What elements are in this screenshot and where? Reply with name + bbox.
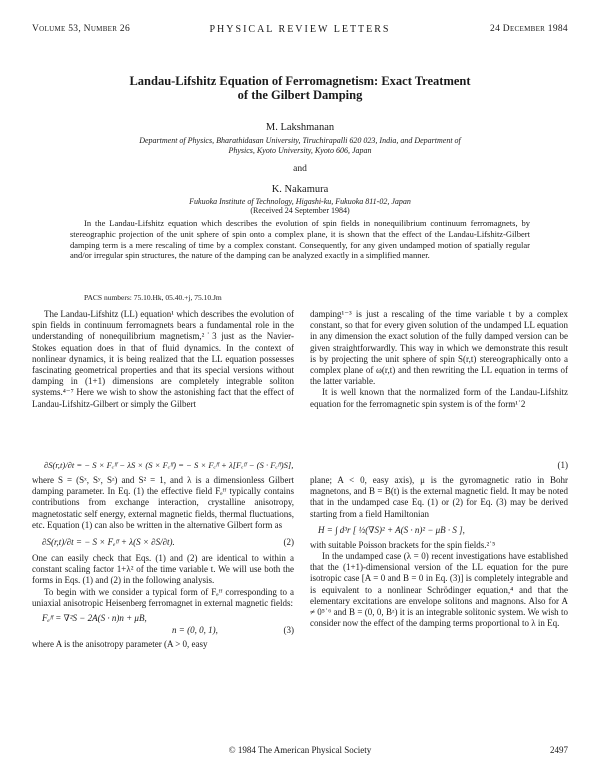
anisotropy-paragraph: where A is the anisotropy parameter (A > 0, easy: [32, 639, 208, 650]
title-line-2: of the Gilbert Damping: [237, 88, 363, 102]
affiliation-1-line-1: Department of Physics, Bharathidasan University, Tiruchirapalli 620 023, India, and Department of: [139, 136, 461, 145]
equation-1: ∂S(r,t)/∂t = − S × Fₑᶠᶠ − λS × (S × Fₑᶠᶠ) = − S × Fₑᶠᶠ + λ[Fₑᶠᶠ − (S · Fₑᶠᶠ)S],: [44, 460, 294, 470]
left-column-body: [32, 475, 294, 650]
volume-number: Volume 53, Number 26: [32, 24, 131, 34]
ll-form-paragraph: It is well known that the normalized form of the Landau-Lifshitz equation for the ferromagnetic spin system is of the form¹˙2: [310, 387, 568, 409]
pacs-numbers: PACS numbers: 75.10.Hk, 05.40.+j, 75.10.Jm: [84, 293, 222, 302]
equation-3-number: (3): [283, 625, 294, 636]
journal-name: PHYSICAL REVIEW LETTERS: [209, 24, 391, 35]
issue-date: 24 December 1984: [490, 24, 568, 34]
equation-2-number: (2): [283, 537, 294, 548]
intro-paragraph: The Landau-Lifshitz (LL) equation¹ which describes the evolution of spin fields in continuum ferromagnets bears a fundamental role in the understanding of nonequilibrium magnetism,²˙3 just as the Navier-Stokes equation does in that of fluid dynamics. In the context of nonlinear dynamics, it is being realized that the LL equation possesses fascinating geometrical properties and that its special versions without damping in (1+1) dimensions are completely integrable soliton systems.⁴⁻⁷ Here we wish to show the astonishing fact that the effect of Landau-Lifshitz-Gilbert or simply the Gilbert: [32, 309, 294, 409]
affiliation-1-line-2: Physics, Kyoto University, Kyoto 606, Japan: [228, 146, 372, 155]
right-column-intro: [310, 309, 568, 410]
received-date: (Received 24 September 1984): [250, 206, 350, 215]
check-paragraph: One can easily check that Eqs. (1) and (2) are identical to within a constant scaling factor 1+λ² of the time variable t. We will use both the forms in Eqs. (1) and (2) in the following analysis.: [32, 553, 294, 586]
poisson-paragraph: with suitable Poisson brackets for the spin fields.²˙⁵: [310, 539, 496, 550]
equation-3b: n = (0, 0, 1),: [172, 625, 218, 636]
page-number: 2497: [550, 745, 568, 755]
undamped-paragraph: In the undamped case (λ = 0) recent investigations have established that the (1+1)-dimensional version of the LL equation for the pure isotropic case [A = 0 and B = 0 in Eq. (3)] is completely integrable and is equivalent to a nonlinear Schrödinger equation,⁴ and that the elementary excitations are envelope solitons and magnons. Also for A ≠ 0⁵˙⁶ and B = (0, 0, Bᶻ) it is an integrable solitonic system. We wish to consider now the effect of the damping terms proportional to λ in Eq.: [310, 551, 568, 629]
and-separator: and: [293, 164, 307, 174]
plane-paragraph: plane; A < 0, easy axis), μ is the gyromagnetic ratio in Bohr magnetons, and B = B(t) is the external magnetic field. It may be noted that in the undamped case Eq. (1) or (2) for Eq. (3) may be derived starting from a field Hamiltonian: [310, 475, 568, 519]
affiliation-2: Fukuoka Institute of Technology, Higashi-ku, Fukuoka 811-02, Japan: [189, 197, 411, 206]
abstract: In the Landau-Lifshitz equation which describes the evolution of spin fields in nonequilibrium continuum ferromagnets, by stereographic projection of the unit sphere of spin onto a complex plane, it is shown that the effect of the Landau-Lifshitz-Gilbert damping term is a mere rescaling of time by a complex constant. Consequently, for any given undamped motion of spatially regular and/or irregular spin structures, the nature of the damping can be analyzed exactly in a simplified manner.: [70, 218, 530, 261]
hamiltonian-equation: H = ∫ d³r [ ½(∇S)² + A(S · n)² − μB · S ],: [318, 524, 465, 535]
running-header: [32, 24, 568, 38]
equation-3-block: [32, 609, 294, 639]
article-title: [60, 74, 540, 102]
begin-paragraph: To begin with we consider a typical form of Fₑᶠᶠ corresponding to a uniaxial anisotropic Heisenberg ferromagnet in external magnetic fields:: [32, 586, 294, 608]
equation-2-block: [32, 531, 294, 553]
equation-2: ∂S(r,t)/∂t = − S × Fₑᶠᶠ + λ(S × ∂S/∂t).: [42, 537, 175, 548]
author-1: M. Lakshmanan: [265, 122, 335, 133]
copyright-notice: © 1984 The American Physical Society: [228, 745, 372, 755]
left-column-intro: [32, 309, 294, 410]
right-column-body: [310, 475, 568, 629]
equation-4-block: [310, 520, 568, 540]
where-paragraph: where S = (Sˣ, Sʸ, Sᶻ) and S² = 1, and λ is a dimensionless Gilbert damping parameter. In Eq. (1) the effective field Fₑᶠᶠ typically contains contributions from exchange interaction, crystalline anisotropy, magnetostatic self energy, external magnetic fields, thermal fluctuations, etc. Equation (1) can also be written in the alternative Gilbert form as: [32, 475, 294, 530]
title-line-1: Landau-Lifshitz Equation of Ferromagnetism: Exact Treatment: [129, 74, 471, 88]
damping-paragraph: damping¹⁻³ is just a rescaling of the time variable t by a complex constant, so that for every given solution of the undamped LL equation in any dimension the exact solution of the fully damped version can be given straightforwardly. This way in which we demonstrate this result is by projecting the unit sphere of spin S(r,t) stereographically onto a complex plane of ω(r,t) and then rewriting the LL equation in terms of the latter variable.: [310, 309, 568, 387]
affiliation-1: [50, 136, 550, 156]
equation-1-number: (1): [557, 460, 568, 470]
author-2: K. Nakamura: [271, 184, 329, 195]
equation-3a: Fₑᶠᶠ = ∇²S − 2A(S · n)n + μB,: [42, 613, 147, 624]
